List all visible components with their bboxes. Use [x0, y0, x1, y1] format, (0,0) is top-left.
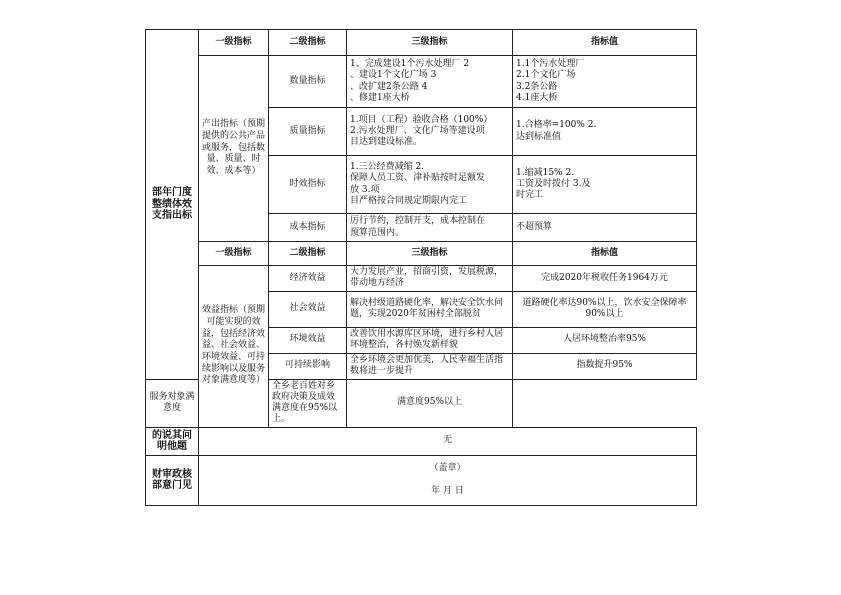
sustainability-indicator-name: 可持续影响 — [269, 353, 347, 379]
side-label-cell — [146, 30, 199, 380]
economic-value: 完成2020年税收任务1964万元 — [513, 266, 697, 292]
col-header-value: 指标值 — [513, 242, 697, 266]
environment-third-level: 改善饮用水源库区环境，进行乡村人居环境整治，各村焕发新样貌 — [347, 327, 513, 353]
other-issues-row — [146, 427, 697, 455]
economic-third-level: 大力发展产业，招商引资，发展税源，带动地方经济 — [347, 266, 513, 292]
quantity-indicator-name: 数量指标 — [269, 56, 347, 108]
col-header-level3: 三级指标 — [347, 30, 513, 56]
date-text: 年 月 日 — [431, 486, 464, 496]
quality-value: 1.合格率=100% 2. 达到标准值 — [513, 108, 697, 156]
social-value: 道路硬化率达90%以上，饮水安全保障率90%以上 — [513, 291, 697, 327]
satisfaction-indicator-name: 服务对象满意度 — [146, 379, 199, 427]
output-category: 产出指标（预期提供的公共产品或服务，包括数量、质量、时效、成本等） — [199, 56, 269, 242]
table-row — [146, 56, 697, 108]
timeliness-value: 1.缩减15% 2. 工资及时拨付 3.及 时完工 — [513, 156, 697, 214]
header-row — [146, 242, 697, 266]
review-signature-area — [199, 455, 697, 505]
sustainability-value: 指数提升95% — [513, 353, 697, 379]
other-issues-value: 无 — [199, 427, 697, 455]
col-header-level1: 一级指标 — [199, 242, 269, 266]
cost-value: 不超预算 — [513, 214, 697, 242]
economic-indicator-name: 经济效益 — [269, 266, 347, 292]
timeliness-third-level: 1.三公经费减缩 2. 保障人员工资、津补贴按时足额发 放 3.项 目严格按合同规定期限内完工 — [347, 156, 513, 214]
cost-third-level: 厉行节约，控制开支，成本控制在 预算范围内。 — [347, 214, 513, 242]
col-header-level3: 三级指标 — [347, 242, 513, 266]
col-header-level2: 二级指标 — [269, 242, 347, 266]
quality-indicator-name: 质量指标 — [269, 108, 347, 156]
quantity-third-level: 1、完成建设1个污水处理厂 2 、建设1个文化广场 3 、改扩建2条公路 4 、修建1座大桥 — [347, 56, 513, 108]
review-label: 财审政核部意门见 — [146, 455, 199, 505]
environment-value: 人居环境整治率95% — [513, 327, 697, 353]
stamp-text: （盖章） — [429, 462, 466, 473]
sustainability-third-level: 全乡环境会更加优美，人民幸福生活指数将进一步提升 — [347, 353, 513, 379]
quality-third-level: 1.项目（工程）验收合格（100%） 2.污水处理厂、文化广场等建设项 目达到建设标准。 — [347, 108, 513, 156]
table-row — [146, 266, 697, 292]
social-third-level: 解决村级道路硬化率，解决安全饮水问题，实现2020年贫困村全部脱贫 — [347, 291, 513, 327]
performance-table — [145, 29, 697, 506]
quantity-value: 1.1个污水处理厂 2.1个文化广场 3.2条公路 4.1座大桥 — [513, 56, 697, 108]
satisfaction-value: 满意度95%以上 — [347, 379, 513, 427]
benefit-category: 效益指标（预期可能实现的效益，包括经济效益、社会效益、环境效益、可持续影响以及服务对象满意度等） — [199, 266, 269, 428]
cost-indicator-name: 成本指标 — [269, 214, 347, 242]
satisfaction-third-level: 全乡老百姓对乡政府决策及成效满意度在95%以上。 — [269, 379, 347, 427]
other-issues-label: 的说其问明他题 — [146, 427, 199, 455]
social-indicator-name: 社会效益 — [269, 291, 347, 327]
timeliness-indicator-name: 时效指标 — [269, 156, 347, 214]
col-header-level2: 二级指标 — [269, 30, 347, 56]
col-header-value: 指标值 — [513, 30, 697, 56]
col-header-level1: 一级指标 — [199, 30, 269, 56]
header-row — [146, 30, 697, 56]
review-row — [146, 455, 697, 505]
side-label: 部年门度整绩体效支指出标 — [152, 187, 192, 221]
environment-indicator-name: 环境效益 — [269, 327, 347, 353]
